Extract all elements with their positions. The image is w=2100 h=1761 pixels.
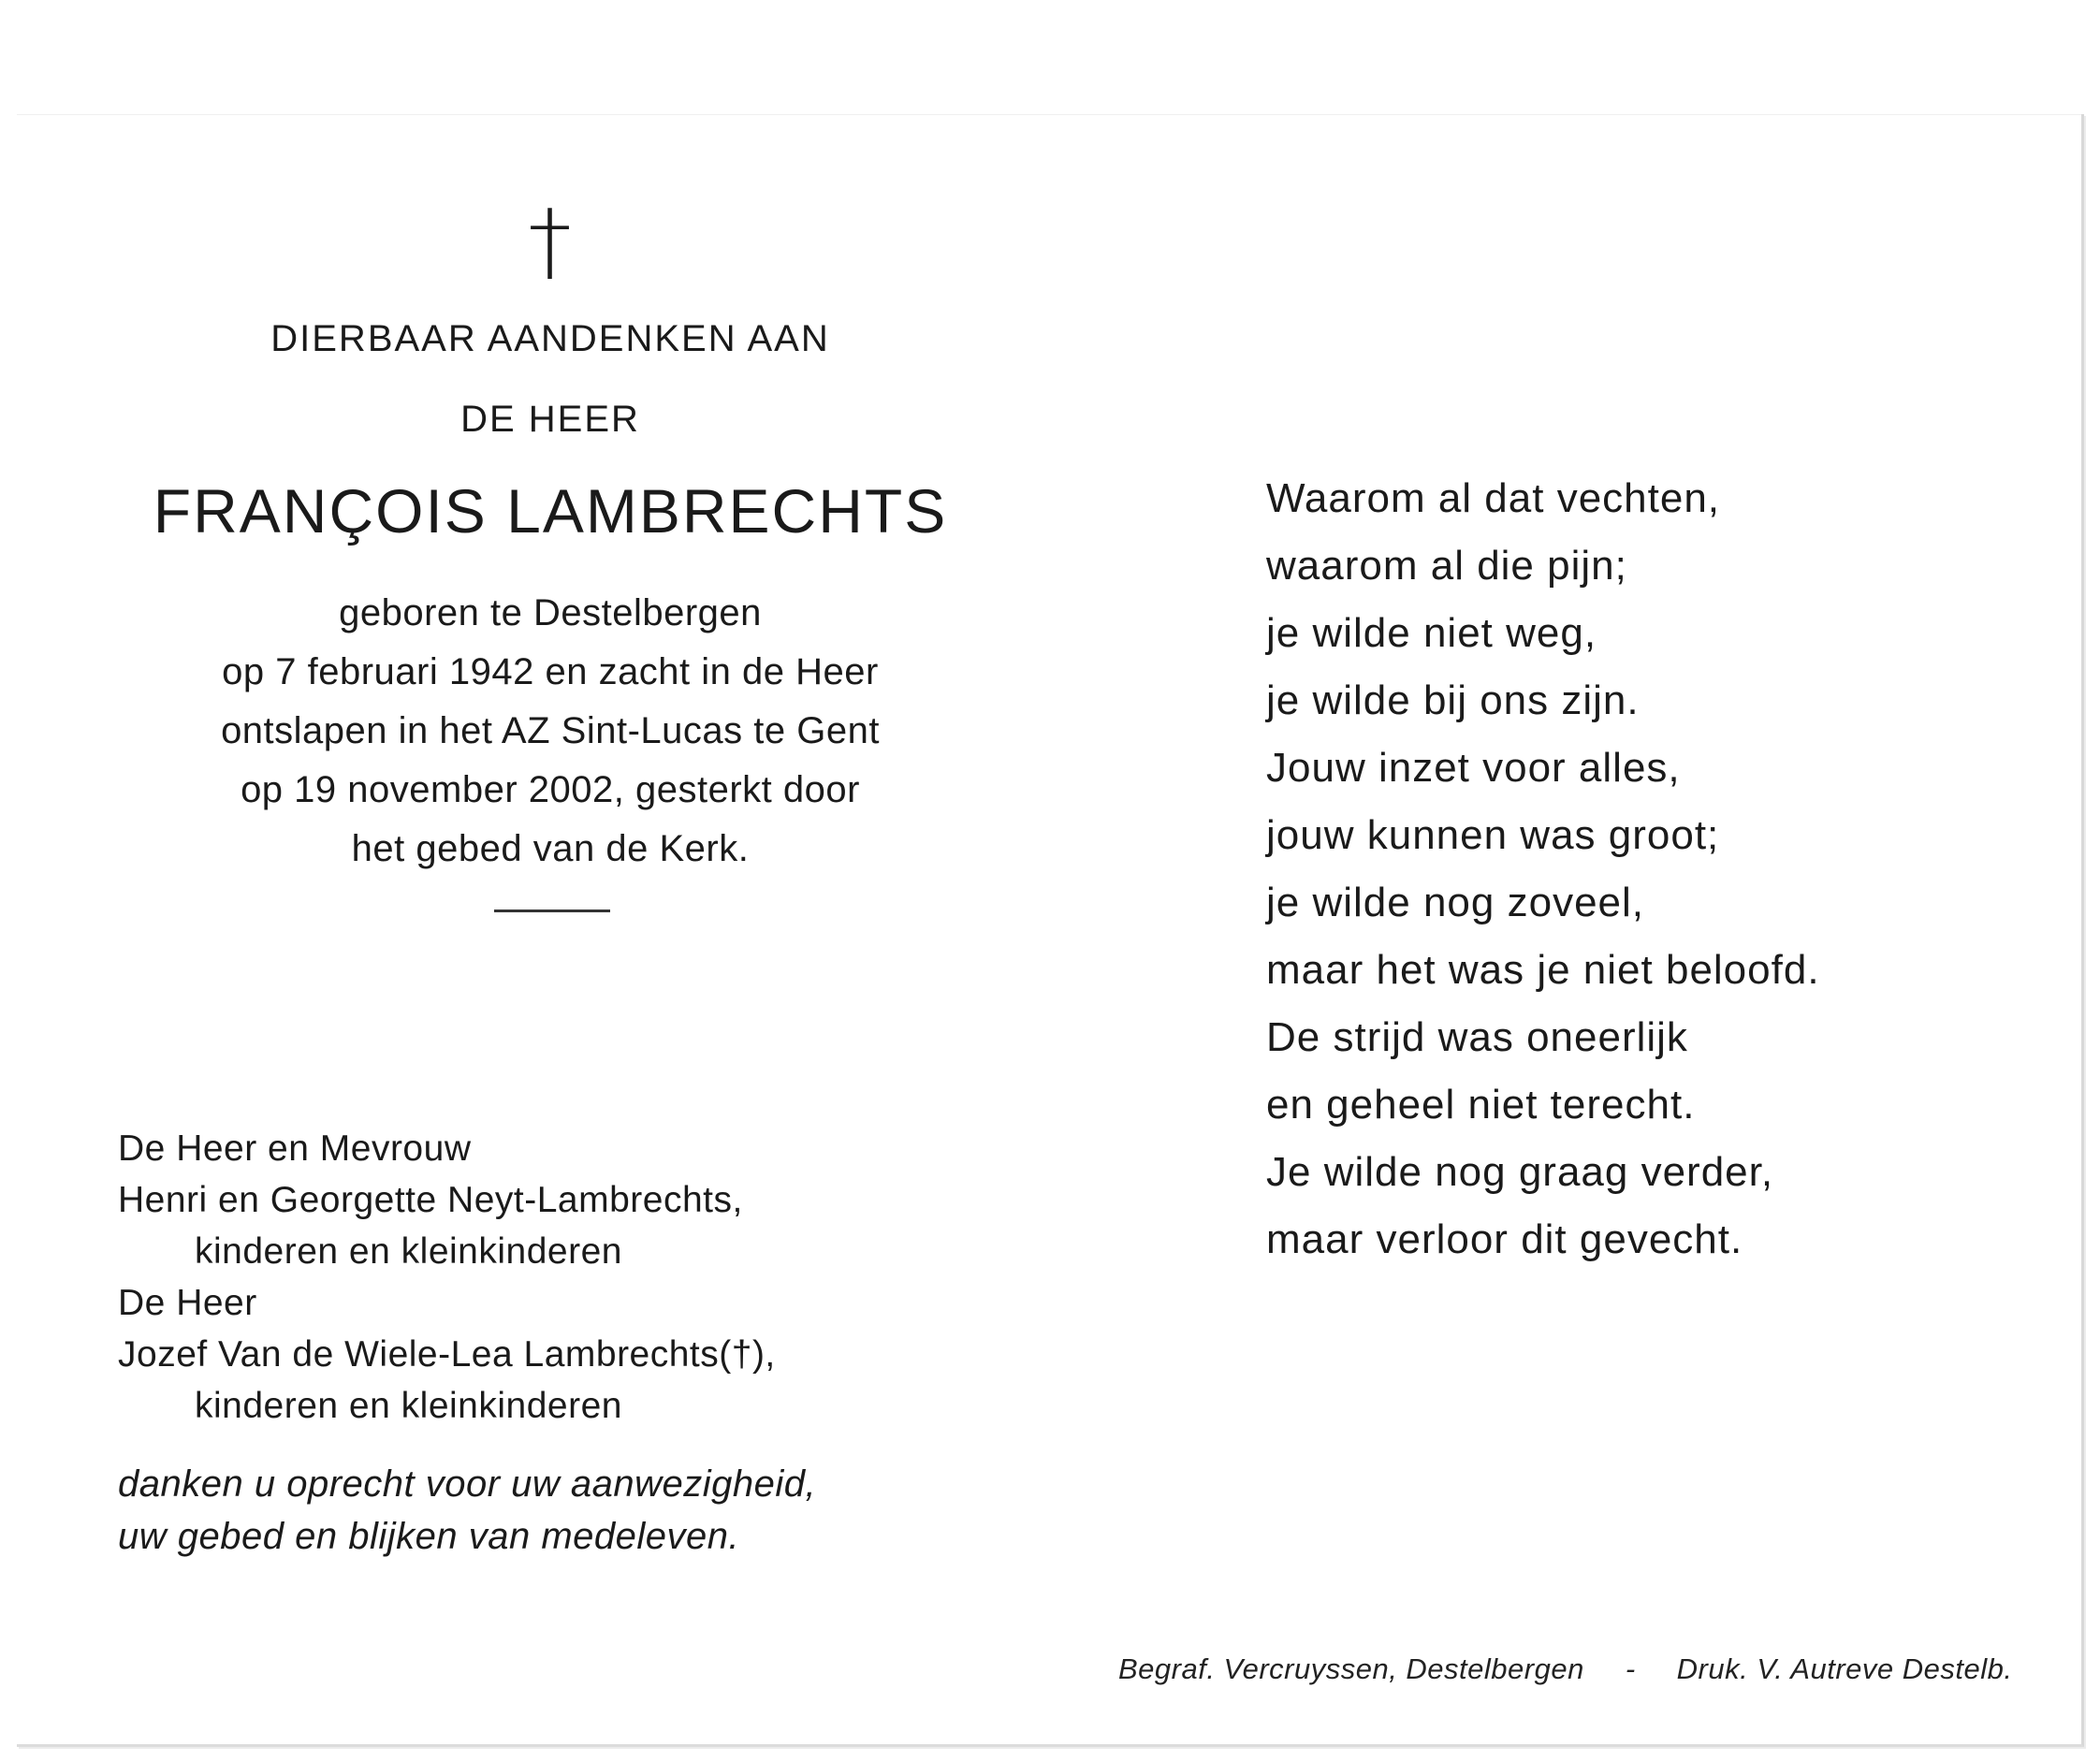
poem-block: [1266, 465, 1820, 1273]
family-line: kinderen en kleinkinderen: [195, 1386, 622, 1426]
footer-separator: -: [1625, 1652, 1636, 1685]
footer-credits: [1118, 1652, 2012, 1686]
family-line: Henri en Georgette Neyt-Lambrechts,: [118, 1180, 743, 1220]
undertaker-credit: Begraf. Vercruyssen, Destelbergen: [1118, 1652, 1584, 1685]
poem-line: De strijd was oneerlijk: [1266, 1014, 1688, 1060]
poem-line: maar verloor dit gevecht.: [1266, 1216, 1743, 1262]
bio-line: op 7 februari 1942 en zacht in de Heer: [222, 651, 879, 692]
poem-line: je wilde niet weg,: [1266, 610, 1597, 656]
poem-line: Jouw inzet voor alles,: [1266, 745, 1681, 791]
poem-line: je wilde bij ons zijn.: [1266, 677, 1640, 723]
bio-line: op 19 november 2002, gesterkt door: [241, 769, 860, 810]
thanks-block: [118, 1458, 816, 1563]
cross-icon: †: [528, 191, 573, 291]
family-line: De Heer en Mevrouw: [118, 1128, 472, 1169]
bio-block: [120, 584, 981, 879]
poem-line: waarom al die pijn;: [1266, 543, 1627, 589]
thanks-line: uw gebed en blijken van medeleven.: [118, 1516, 740, 1557]
bio-line: geboren te Destelbergen: [339, 592, 762, 633]
family-block: [118, 1123, 776, 1432]
deceased-name: FRANÇOIS LAMBRECHTS: [153, 476, 948, 546]
family-line: Jozef Van de Wiele-Lea Lambrechts(†),: [118, 1334, 776, 1375]
memorial-card: [17, 114, 2084, 1747]
divider-rule: [494, 910, 610, 912]
poem-line: Je wilde nog graag verder,: [1266, 1149, 1774, 1195]
family-line: De Heer: [118, 1283, 257, 1323]
bio-line: ontslapen in het AZ Sint-Lucas te Gent: [221, 710, 880, 751]
poem-line: maar het was je niet beloofd.: [1266, 947, 1820, 993]
heading-line-1: DIERBAAR AANDENKEN AAN: [270, 318, 830, 359]
printer-credit: Druk. V. Autreve Destelb.: [1676, 1652, 2013, 1685]
family-line: kinderen en kleinkinderen: [195, 1231, 622, 1272]
bio-line: het gebed van de Kerk.: [351, 828, 750, 869]
poem-line: Waarom al dat vechten,: [1266, 475, 1721, 521]
thanks-line: danken u oprecht voor uw aanwezigheid,: [118, 1463, 817, 1505]
heading-line-2: DE HEER: [460, 399, 640, 440]
poem-line: en geheel niet terecht.: [1266, 1082, 1696, 1128]
poem-line: jouw kunnen was groot;: [1266, 812, 1720, 858]
poem-line: je wilde nog zoveel,: [1266, 880, 1645, 925]
